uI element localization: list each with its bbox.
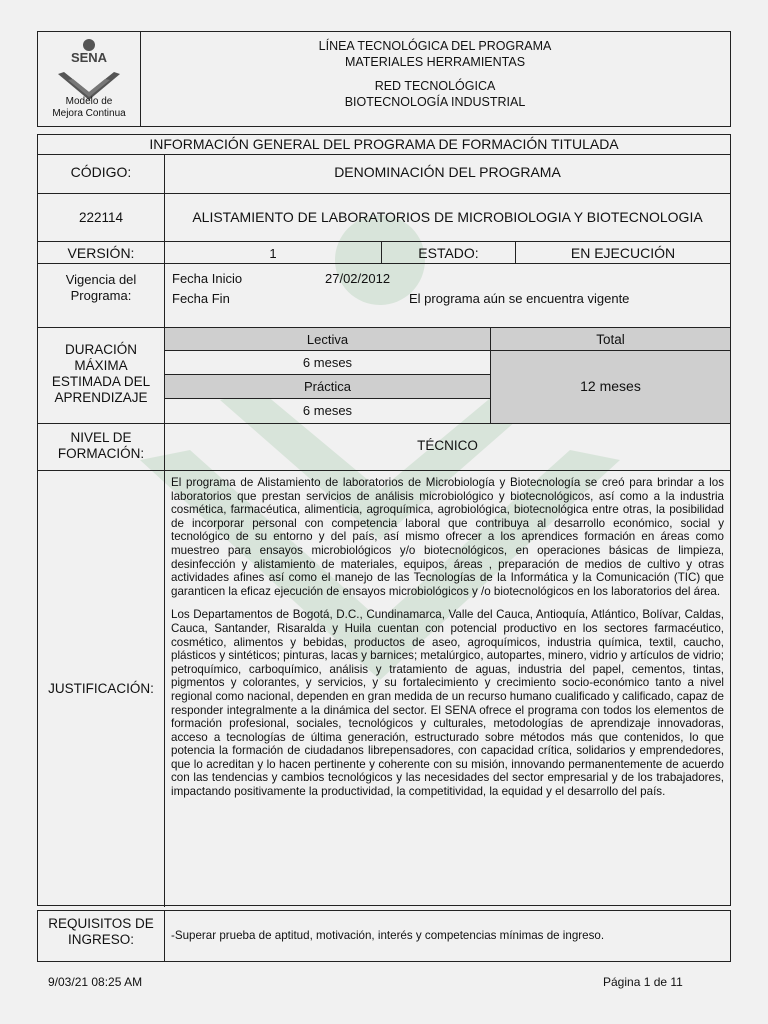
total-value: 12 meses xyxy=(491,350,730,423)
practica-label: Práctica xyxy=(165,374,491,398)
fecha-inicio-value: 27/02/2012 xyxy=(325,271,391,286)
header-line-3: RED TECNOLÓGICA xyxy=(374,79,496,93)
practica-value: 6 meses xyxy=(165,398,491,423)
vigencia-values xyxy=(165,263,730,327)
denominacion-value: ALISTAMIENTO DE LABORATORIOS DE MICROBIOLOGIA Y BIOTECNOLOGIA xyxy=(165,193,730,241)
duracion-label: DURACIÓN MÁXIMA ESTIMADA DEL APRENDIZAJE xyxy=(38,327,165,423)
codigo-value: 222114 xyxy=(38,193,165,241)
lectiva-value: 6 meses xyxy=(165,350,491,374)
logo-caption-2: Mejora Continua xyxy=(52,108,126,119)
fecha-inicio-label: Fecha Inicio xyxy=(172,271,243,286)
header-lines xyxy=(140,32,730,126)
version-value: 1 xyxy=(165,241,382,263)
requisitos-value: -Superar prueba de aptitud, motivación, interés y competencias mínimas de ingreso. xyxy=(171,929,605,942)
codigo-label: CÓDIGO: xyxy=(38,154,165,193)
footer-timestamp: 9/03/21 08:25 AM xyxy=(48,975,143,989)
sena-logo xyxy=(38,32,141,126)
logo-text: SENA xyxy=(70,50,108,65)
justificacion-paragraph-1: El programa de Alistamiento de laboratorios de Microbiología y Biotecnología se creó para brindar a los laboratorios que prestan servicios de análisis microbiológico y biotecnológicos, así como a la industria cosmética, farmacéutica, alimenticia, agroquímica, agrobiológica, biotecnológica entre otras, la posibilidad de incorporar personal con competencia laboral que contribuya al desarrollo económico, social y tecnológico de su entorno y del país, así mismo ofrecer a los aprendices formación en áreas como muestreo para ensayos microbiológicos y/o biotecnológicos, en operaciones básicas de limpieza, desinfección y alistamiento de materiales, equipos, áreas , preparación de medios de cultivo y otras actividades afines así como el manejo de las Tecnologías de la Informática y la Comunicación (TIC) que garanticen la eficaz ejecución de ensayos microbiológicos y /o biotecnológicos en los laboratorios del área. xyxy=(171,476,724,598)
requisitos-label: REQUISITOS DE INGRESO: xyxy=(38,911,165,961)
nivel-label: NIVEL DE FORMACIÓN: xyxy=(38,423,165,470)
fecha-fin-label: Fecha Fin xyxy=(172,291,230,306)
estado-label: ESTADO: xyxy=(382,241,516,263)
vigencia-label: Vigencia del Programa: xyxy=(38,263,165,327)
justificacion-label: JUSTIFICACIÓN: xyxy=(38,470,165,907)
total-label: Total xyxy=(491,327,730,350)
justificacion-paragraph-2: Los Departamentos de Bogotá, D.C., Cundinamarca, Valle del Cauca, Antioquía, Atlántico, Bolívar, Caldas, Cauca, Santander, Risaralda y Huila cuentan con potencial productivo en los sectores farmacéutico, cosmético, alimentos y bebidas, productos de aseo, agroquímicos, industria química, textil, caucho, plásticos y sintéticos; pinturas, lacas y barnices; metalúrgico, autopartes, minero, vidrio y artículos de vidrio; petroquímico, carboquímico, análisis y tratamiento de aguas, industria del papel, cementos, tintas, pigmentos y colorantes, y servicios, y su fortalecimiento y crecimiento socio-económico tanto a nivel regional como nacional, dependen en gran medida de un recurso humano cualificado y calificado, capaz de responder integralmente a la dinámica del sector. El SENA ofrece el programa con todos los elementos de formación profesional, sociales, tecnológicos y culturales, metodologías de aprendizaje innovadoras, acceso a tecnologías de última generación, estructurado sobre métodos más que contenidos, lo que potencia la formación de ciudadanos librepensadores, con capacidad crítica, solidarios y emprendedores, que lo acreditan y lo hacen pertinente y coherente con su misión, innovando permanentemente de acuerdo con las tendencias y cambios tecnológicos y las necesidades del sector empresarial y de los trabajadores, impactando positivamente la productividad, la competitividad, la equidad y el desarrollo del país. xyxy=(171,608,724,799)
section-title: INFORMACIÓN GENERAL DEL PROGRAMA DE FORMACIÓN TITULADA xyxy=(149,136,619,152)
logo-caption-1: Modelo de xyxy=(65,96,113,107)
estado-value: EN EJECUCIÓN xyxy=(516,241,730,263)
footer-page-number: Página 1 de 11 xyxy=(603,975,683,989)
program-info-table xyxy=(37,134,731,906)
header-line-1: LÍNEA TECNOLÓGICA DEL PROGRAMA xyxy=(318,39,552,53)
denominacion-label: DENOMINACIÓN DEL PROGRAMA xyxy=(165,154,730,193)
header-line-4: BIOTECNOLOGÍA INDUSTRIAL xyxy=(344,95,526,109)
requisitos-table xyxy=(37,910,731,962)
lectiva-label: Lectiva xyxy=(165,327,491,350)
nivel-value: TÉCNICO xyxy=(165,423,730,470)
header-line-2: MATERIALES HERRAMIENTAS xyxy=(344,55,526,69)
version-label: VERSIÓN: xyxy=(38,241,165,263)
justificacion-text xyxy=(165,470,730,907)
fecha-fin-value: El programa aún se encuentra vigente xyxy=(409,291,630,306)
document-header xyxy=(37,31,731,127)
